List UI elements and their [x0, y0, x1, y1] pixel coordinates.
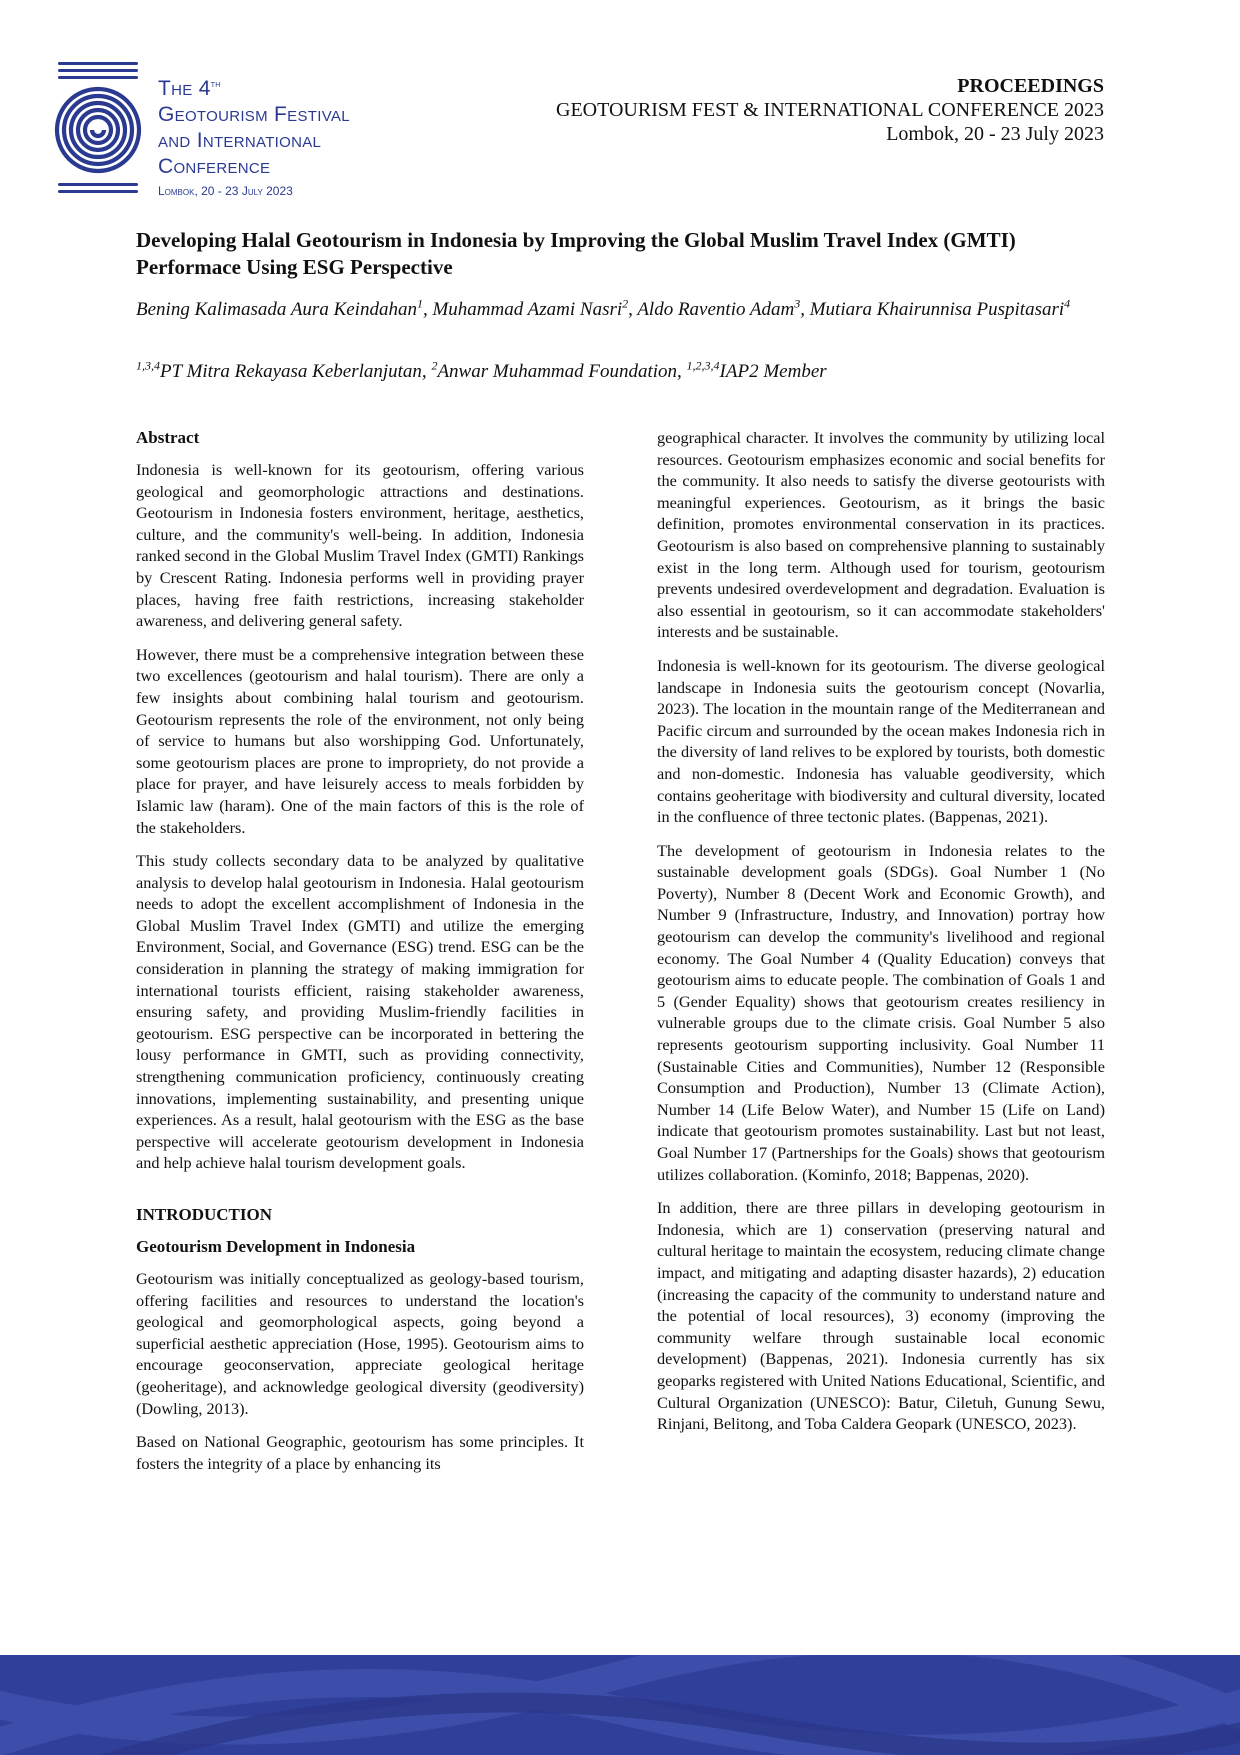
introduction-paragraph-2: Based on National Geographic, geotourism has some principles. It fosters the integrity of a place by enhancing its [136, 1432, 584, 1473]
logo-date: Lombok, 20 - 23 July 2023 [158, 184, 293, 198]
body-paragraph-2: Indonesia is well-known for its geotourism. The diverse geological landscape in Indonesia suits the geotourism concept (Novarlia, 2023). The location in the mountain range of the Mediterranean and Pacific circum and surrounded by the ocean makes Indonesia rich in the diversity of land relives to be explored by tourists, both domestic and non-domestic. Indonesia has valuable geodiversity, which contains geoheritage with biodiversity and cultural diversity, located in the confluence of three tectonic plates. (Bappenas, 2021). [657, 655, 1105, 827]
author-3: Aldo Raventio Adam$^3$, [637, 297, 810, 321]
body-paragraph-4: In addition, there are three pillars in developing geotourism in Indonesia, which are 1) conservation (preserving natural and cultural heritage to maintain the ecosystem, reducing climate change impact, and mitigating and adapting disaster hazards), 2) education (increasing the capacity of the community to understand nature and the potential of local resources), 3) economy (improving the community welfare through sustainable local economic development) (Bappenas, 2021). Indonesia currently has six geoparks registered with United Nations Educational, Scientific, and Cultural Organization (UNESCO): Batur, Ciletuh, Gunung Sewu, Rinjani, Belitong, and Toba Caldera Geopark (UNESCO, 2023). [657, 1198, 1105, 1434]
left-column [136, 427, 584, 1486]
introduction-heading: INTRODUCTION [136, 1205, 273, 1224]
abstract-paragraph-3: This study collects secondary data to be analyzed by qualitative analysis to develop halal geotourism in Indonesia. Halal geotourism needs to adopt the excellent accomplishment of Indonesia in the Global Muslim Travel Index (GMTI) and utilize the emerging Environment, Social, and Governance (ESG) trend. ESG can be the consideration in planning the strategy of making immigration for international tourists efficient, raising stakeholder awareness, ensuring safety, and providing Muslim-friendly facilities in geotourism. ESG perspective can be incorporated in bettering the lousy performance in GMTI, such as providing connectivity, strengthening communication proficiency, continuously creating innovations, implementing sustainability, and presenting unique experiences. As a result, halal geotourism with the ESG as the base perspective will accelerate geotourism development in Indonesia and help achieve halal tourism development goals. [136, 851, 584, 1173]
affiliation-3: $^{1,2,3,4}$IAP2 Member [686, 359, 827, 383]
logo-line-1: The 4th [158, 77, 221, 100]
paper-title: Developing Halal Geotourism in Indonesia by Improving the Global Muslim Travel Index (GMTI) Performace Using ESG Perspective [136, 228, 1016, 279]
spiral-logo-icon [52, 58, 144, 196]
footer-band [0, 1655, 1240, 1755]
affiliation-1: $^{1,3,4}$PT Mitra Rekayasa Keberlanjutan, [136, 359, 432, 383]
author-1: Bening Kalimasada Aura Keindahan$^1$, [136, 297, 433, 321]
abstract-heading: Abstract [136, 428, 200, 447]
logo-line-3: and International [158, 129, 322, 152]
logo-line-4: Conference [158, 155, 271, 178]
abstract-paragraph-1: Indonesia is well-known for its geotourism, offering various geological and geomorphologic attractions and destinations. Geotourism in Indonesia fosters environment, heritage, aesthetics, culture, and the community's well-being. In addition, Indonesia ranked second in the Global Muslim Travel Index (GMTI) Rankings by Crescent Rating. Indonesia performs well in providing prayer places, having free faith restrictions, increasing stakeholder awareness, and delivering general safety. [136, 460, 584, 631]
conference-location: Lombok, 20 - 23 July 2023 [886, 123, 1104, 145]
logo-line-2: Geotourism Festival [158, 103, 350, 126]
proceedings-label: PROCEEDINGS [957, 75, 1104, 97]
right-column [657, 427, 1105, 1447]
subsection-heading: Geotourism Development in Indonesia [136, 1237, 416, 1256]
introduction-paragraph-1: Geotourism was initially conceptualized as geology-based tourism, offering facilities and resources to understand the location's geological and geomorphological aspects, going beyond a superficial aesthetic appreciation (Hose, 1995). Geotourism aims to encourage geoconservation, appreciate geological heritage (geoheritage), and acknowledge geological diversity (geodiversity) (Dowling, 2013). [136, 1269, 584, 1418]
affiliation-list [136, 354, 1104, 384]
body-paragraph-3: The development of geotourism in Indonesia relates to the sustainable development goals (SDGs). Goal Number 1 (No Poverty), Number 8 (Decent Work and Economic Growth), and Number 9 (Infrastructure, Industry, and Innovation) portray how geotourism can develop the community's livelihood and regional economy. The Goal Number 4 (Quality Education) conveys that geotourism aims to educate people. The combination of Goals 1 and 5 (Gender Equality) shows that geotourism creates resiliency in vulnerable groups due to the climate crisis. Goal Number 5 also represents geotourism supporting inclusivity. Goal Number 11 (Sustainable Cities and Communities), Number 12 (Responsible Consumption and Production), Number 13 (Climate Action), Number 14 (Life Below Water), and Number 15 (Life on Land) indicate that geotourism promotes sustainability. Last but not least, Goal Number 17 (Partnerships for the Goals) shows that geotourism utilizes collaboration. (Kominfo, 2018; Bappenas, 2020). [657, 840, 1105, 1184]
affiliation-2: $^2$Anwar Muhammad Foundation, [431, 359, 687, 383]
logo-wordmark [158, 72, 350, 200]
author-2: Muhammad Azami Nasri$^2$, [432, 297, 638, 321]
conference-name: GEOTOURISM FEST & INTERNATIONAL CONFERENCE 2023 [556, 99, 1104, 121]
author-4: Mutiara Khairunnisa Puspitasari$^4$ [809, 297, 1071, 321]
conference-logo [52, 58, 382, 198]
body-paragraph-1: geographical character. It involves the community by utilizing local resources. Geotourism emphasizes economic and social benefits for the community. It also needs to satisfy the diverse geotourists with meaningful experiences. Geotourism, as it brings the basic definition, promotes environmental conservation in its practices. Geotourism is also based on comprehensive planning to sustainably exist in the long term. Although used for tourism, geotourism prevents undesired overdevelopment and degradation. Evaluation is also essential in geotourism, so it can accommodate stakeholders' interests and be sustainable. [657, 428, 1105, 642]
abstract-paragraph-2: However, there must be a comprehensive integration between these two excellences (geotourism and halal tourism). There are only a few insights about combining halal tourism and geotourism. Geotourism represents the role of the environment, not only being of service to humans but also worshipping God. Unfortunately, some geotourism places are prone to impropriety, do not provide a place for prayer, and have leisurely access to meals forbidden by Islamic law (haram). One of the main factors of this is the role of the stakeholders. [136, 644, 584, 837]
author-list [136, 292, 1104, 322]
proceedings-header [556, 74, 1104, 146]
